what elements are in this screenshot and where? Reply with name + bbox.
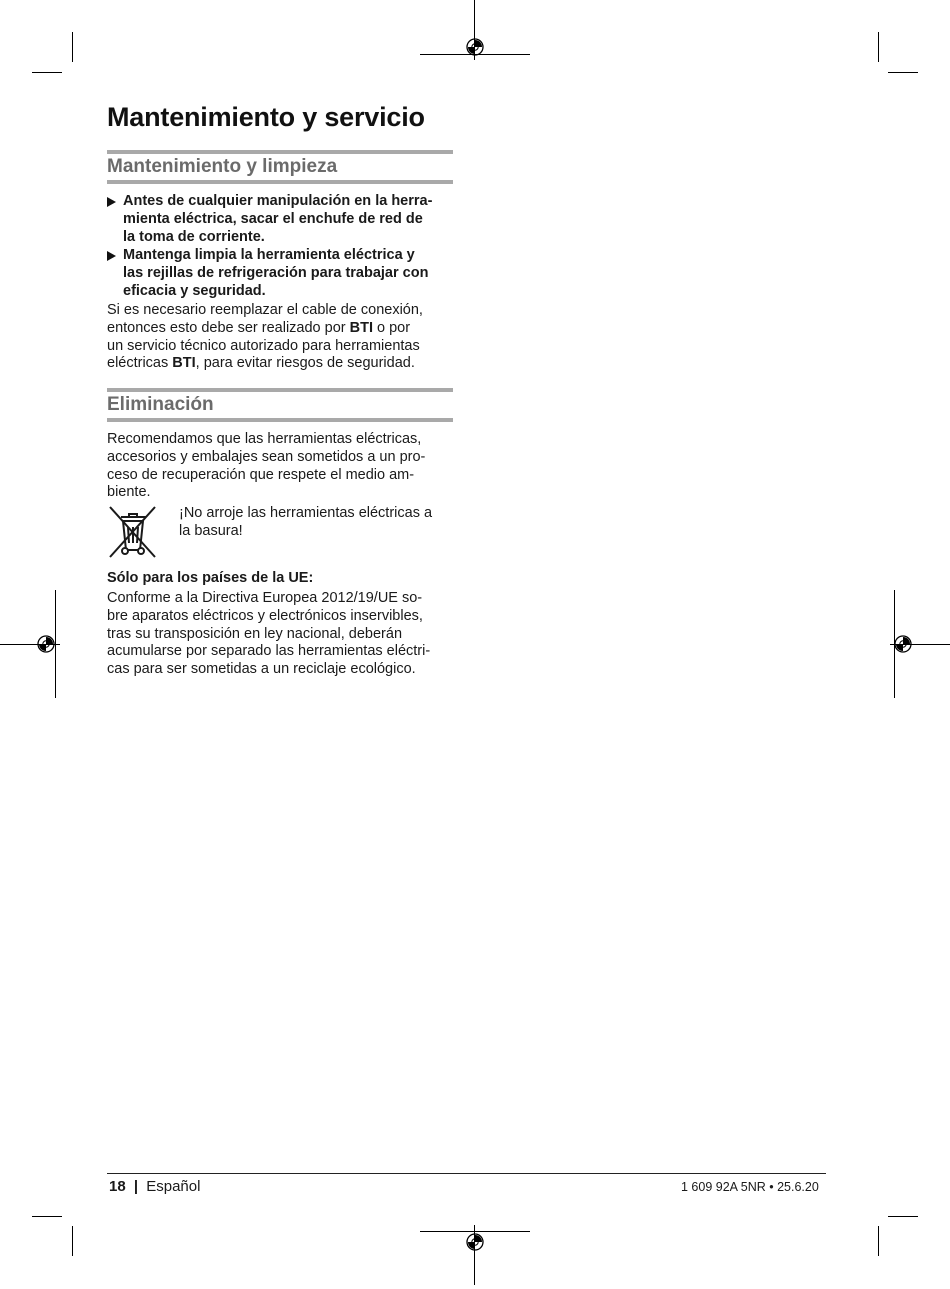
brand-name: BTI — [349, 319, 373, 336]
brand-name: BTI — [172, 355, 196, 372]
bullet-line: mienta eléctrica, sacar el enchufe de red de — [123, 210, 423, 227]
paragraph-line — [107, 355, 453, 373]
text-run: entonces esto debe ser realizado por — [107, 319, 350, 336]
bullet-line: Mantenga limpia la herramienta eléctrica y — [123, 247, 415, 263]
no-trash-notice — [179, 505, 459, 541]
crossed-out-wheelie-bin-icon — [108, 505, 158, 559]
paragraph-line: Si es necesario reemplazar el cable de conexión, — [107, 302, 423, 318]
paragraph-line: Conforme a la Directiva Europea 2012/19/UE so- — [107, 590, 423, 606]
paragraph-line: biente. — [107, 484, 151, 501]
paragraph-line: accesorios y embalajes sean sometidos a un pro- — [107, 448, 426, 465]
registration-mark-icon — [36, 634, 56, 654]
page-title: Mantenimiento y servicio — [107, 102, 425, 132]
bullet-line: eficacia y seguridad. — [123, 282, 266, 299]
bullet-line: las rejillas de refrigeración para trabajar con — [123, 264, 429, 281]
section-rule-top — [107, 150, 453, 154]
text-run: eléctricas — [107, 355, 173, 372]
paragraph-line: tras su transposición en ley nacional, deberán — [107, 625, 403, 642]
section-rule-bottom — [107, 418, 453, 422]
paragraph-line: bre aparatos eléctricos y electrónicos inservibles, — [107, 607, 423, 624]
paragraph-line: acumularse por separado las herramientas eléctri- — [107, 643, 431, 660]
section-rule-top — [107, 388, 453, 392]
eu-heading: Sólo para los países de la UE: — [107, 570, 314, 586]
footer-page-info — [109, 1178, 200, 1195]
paragraph-line: Recomendamos que las herramientas eléctricas, — [107, 431, 422, 447]
page-number: 18 — [109, 1178, 126, 1195]
notice-line: la basura! — [179, 522, 243, 539]
text-run: o por — [373, 319, 411, 336]
text-run: , para evitar riesgos de seguridad. — [195, 355, 415, 372]
bullet-line: la toma de corriente. — [123, 228, 265, 245]
footer-doc-code: 1 609 92A 5NR • 25.6.20 — [681, 1180, 819, 1194]
paragraph-line: ceso de recuperación que respete el medio am- — [107, 466, 415, 483]
notice-line: ¡No arroje las herramientas eléctricas a — [179, 505, 433, 521]
footer-rule — [107, 1173, 826, 1174]
registration-mark-icon — [465, 1232, 485, 1252]
section-rule-bottom — [107, 180, 453, 184]
bullet-arrow-icon — [107, 251, 116, 261]
section-heading-disposal: Eliminación — [107, 394, 214, 415]
warning-bullet — [107, 193, 453, 246]
bullet-arrow-icon — [107, 197, 116, 207]
warning-bullet — [107, 247, 453, 300]
bullet-line: Antes de cualquier manipulación en la herra- — [123, 193, 433, 209]
paragraph-line: cas para ser sometidas a un reciclaje ecológico. — [107, 661, 416, 678]
bullet-text — [123, 247, 453, 300]
section-heading-maintenance: Mantenimiento y limpieza — [107, 156, 338, 177]
footer-separator: | — [133, 1178, 139, 1195]
bullet-text — [123, 193, 453, 246]
disposal-paragraph — [107, 431, 453, 502]
registration-mark-icon — [465, 37, 485, 57]
eu-directive-paragraph — [107, 590, 453, 679]
paragraph-line: un servicio técnico autorizado para herramientas — [107, 337, 420, 354]
cable-replacement-paragraph — [107, 302, 453, 373]
registration-mark-icon — [893, 634, 913, 654]
paragraph-line — [107, 320, 453, 338]
footer-language: Español — [146, 1178, 201, 1195]
